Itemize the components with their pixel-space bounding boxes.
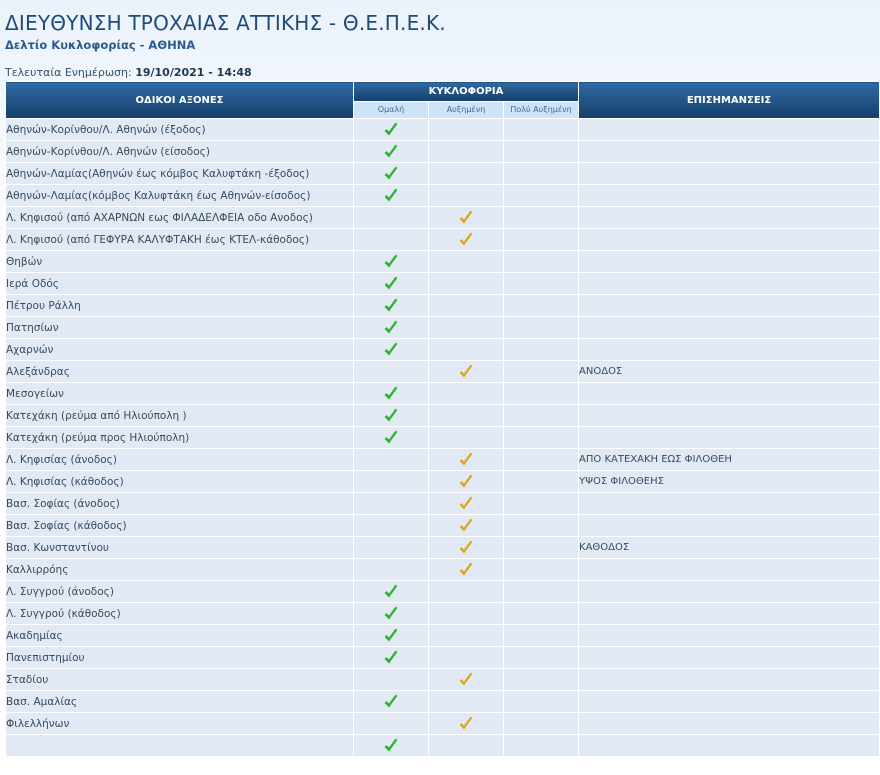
status-cell-very-increased [504, 383, 579, 405]
note-cell [579, 581, 880, 603]
note-cell [579, 713, 880, 735]
green-check-icon [354, 386, 428, 402]
status-cell-very-increased [504, 185, 579, 207]
road-name: Φιλελλήνων [6, 713, 354, 735]
green-check-icon [354, 276, 428, 292]
note-cell [579, 141, 880, 163]
green-check-icon [354, 408, 428, 424]
road-name: Αθηνών-Κορίνθου/Λ. Αθηνών (έξοδος) [6, 119, 354, 141]
yellow-check-icon [429, 562, 503, 578]
note-cell [579, 625, 880, 647]
green-check-icon [354, 254, 428, 270]
status-cell-very-increased [504, 295, 579, 317]
status-cell-very-increased [504, 713, 579, 735]
road-name: Πέτρου Ράλλη [6, 295, 354, 317]
status-cell-increased [429, 669, 504, 691]
status-cell-increased [429, 185, 504, 207]
table-row [6, 449, 880, 471]
status-cell-increased [429, 361, 504, 383]
status-cell-increased [429, 603, 504, 625]
note-cell [579, 119, 880, 141]
table-row [6, 427, 880, 449]
status-cell-increased [429, 229, 504, 251]
status-cell-increased [429, 119, 504, 141]
status-cell-normal [354, 559, 429, 581]
status-cell-normal [354, 625, 429, 647]
status-cell-very-increased [504, 207, 579, 229]
status-cell-normal [354, 229, 429, 251]
status-cell-normal [354, 339, 429, 361]
table-row [6, 625, 880, 647]
status-cell-increased [429, 295, 504, 317]
road-name: Βασ. Σοφίας (άνοδος) [6, 493, 354, 515]
note-cell [579, 339, 880, 361]
green-check-icon [354, 628, 428, 644]
table-row [6, 581, 880, 603]
status-cell-increased [429, 163, 504, 185]
last-update-value: 19/10/2021 - 14:48 [135, 66, 252, 79]
note-cell [579, 405, 880, 427]
status-cell-very-increased [504, 141, 579, 163]
green-check-icon [354, 694, 428, 710]
yellow-check-icon [429, 716, 503, 732]
road-name: Λ. Συγγρού (άνοδος) [6, 581, 354, 603]
table-row [6, 229, 880, 251]
table-row [6, 295, 880, 317]
table-row [6, 207, 880, 229]
status-cell-very-increased [504, 339, 579, 361]
note-cell [579, 229, 880, 251]
last-update [5, 66, 252, 79]
green-check-icon [354, 122, 428, 138]
last-update-label: Τελευταία Ενημέρωση: [5, 66, 132, 79]
green-check-icon [354, 188, 428, 204]
table-row [6, 185, 880, 207]
status-cell-normal [354, 141, 429, 163]
note-cell [579, 273, 880, 295]
status-cell-increased [429, 581, 504, 603]
status-cell-normal [354, 251, 429, 273]
note-cell [579, 647, 880, 669]
status-cell-normal [354, 515, 429, 537]
table-row [6, 273, 880, 295]
table-row [6, 493, 880, 515]
road-name: Ακαδημίας [6, 625, 354, 647]
road-name: Σταδίου [6, 669, 354, 691]
status-cell-increased [429, 339, 504, 361]
table-row [6, 537, 880, 559]
status-cell-very-increased [504, 581, 579, 603]
status-cell-increased [429, 537, 504, 559]
status-cell-normal [354, 493, 429, 515]
road-name: Αθηνών-Λαμίας(κόμβος Καλυφτάκη έως Αθηνών-είσοδος) [6, 185, 354, 207]
road-name: Θηβών [6, 251, 354, 273]
status-cell-normal [354, 603, 429, 625]
table-row [6, 691, 880, 713]
status-cell-increased [429, 405, 504, 427]
status-cell-very-increased [504, 163, 579, 185]
table-row [6, 735, 880, 757]
table-row [6, 559, 880, 581]
table-row [6, 405, 880, 427]
table-row [6, 669, 880, 691]
status-cell-very-increased [504, 273, 579, 295]
note-cell [579, 295, 880, 317]
page-subtitle: Δελτίο Κυκλοφορίας - ΑΘΗΝΑ [5, 38, 196, 52]
note-cell [579, 515, 880, 537]
status-cell-very-increased [504, 559, 579, 581]
status-cell-increased [429, 713, 504, 735]
green-check-icon [354, 298, 428, 314]
green-check-icon [354, 320, 428, 336]
note-cell [579, 185, 880, 207]
table-row [6, 119, 880, 141]
table-row [6, 383, 880, 405]
traffic-rows [6, 119, 880, 757]
note-cell [579, 317, 880, 339]
green-check-icon [354, 342, 428, 358]
yellow-check-icon [429, 672, 503, 688]
green-check-icon [354, 166, 428, 182]
status-cell-very-increased [504, 735, 579, 757]
status-cell-increased [429, 559, 504, 581]
status-cell-very-increased [504, 515, 579, 537]
header-very-increased: Πολύ Αυξημένη [504, 101, 579, 118]
status-cell-very-increased [504, 625, 579, 647]
road-name: Βασ. Σοφίας (κάθοδος) [6, 515, 354, 537]
status-cell-normal [354, 295, 429, 317]
status-cell-normal [354, 163, 429, 185]
note-cell [579, 383, 880, 405]
road-name: Βασ. Κωνσταντίνου [6, 537, 354, 559]
road-name: Αθηνών-Λαμίας(Αθηνών έως κόμβος Καλυφτάκη -έξοδος) [6, 163, 354, 185]
status-cell-increased [429, 471, 504, 493]
yellow-check-icon [429, 496, 503, 512]
status-cell-increased [429, 141, 504, 163]
status-cell-increased [429, 427, 504, 449]
status-cell-very-increased [504, 361, 579, 383]
note-cell: ΥΨΟΣ ΦΙΛΟΘΕΗΣ [579, 471, 880, 493]
header-increased: Αυξημένη [429, 101, 504, 118]
green-check-icon [354, 738, 428, 754]
status-cell-very-increased [504, 603, 579, 625]
status-cell-normal [354, 691, 429, 713]
note-cell [579, 207, 880, 229]
status-cell-normal [354, 207, 429, 229]
note-cell [579, 251, 880, 273]
status-cell-increased [429, 383, 504, 405]
note-cell [579, 735, 880, 757]
status-cell-normal [354, 669, 429, 691]
table-row [6, 339, 880, 361]
status-cell-normal [354, 317, 429, 339]
table-row [6, 317, 880, 339]
status-cell-increased [429, 273, 504, 295]
status-cell-increased [429, 317, 504, 339]
yellow-check-icon [429, 364, 503, 380]
table-row [6, 163, 880, 185]
table-row [6, 647, 880, 669]
status-cell-very-increased [504, 449, 579, 471]
road-name: Αθηνών-Κορίνθου/Λ. Αθηνών (είσοδος) [6, 141, 354, 163]
status-cell-normal [354, 185, 429, 207]
road-name: Κατεχάκη (ρεύμα προς Ηλιούπολη) [6, 427, 354, 449]
road-name: Λ. Κηφισίας (κάθοδος) [6, 471, 354, 493]
status-cell-very-increased [504, 405, 579, 427]
table-row [6, 471, 880, 493]
status-cell-increased [429, 691, 504, 713]
status-cell-very-increased [504, 229, 579, 251]
status-cell-normal [354, 449, 429, 471]
status-cell-normal [354, 581, 429, 603]
status-cell-increased [429, 493, 504, 515]
note-cell [579, 669, 880, 691]
note-cell [579, 427, 880, 449]
status-cell-normal [354, 427, 429, 449]
status-cell-increased [429, 207, 504, 229]
note-cell [579, 163, 880, 185]
table-row [6, 713, 880, 735]
road-name: Λ. Συγγρού (κάθοδος) [6, 603, 354, 625]
note-cell [579, 691, 880, 713]
green-check-icon [354, 606, 428, 622]
yellow-check-icon [429, 540, 503, 556]
green-check-icon [354, 144, 428, 160]
road-name: Κατεχάκη (ρεύμα από Ηλιούπολη ) [6, 405, 354, 427]
road-name: Ιερά Οδός [6, 273, 354, 295]
note-cell: ΚΑΘΟΔΟΣ [579, 537, 880, 559]
header-normal: Ομαλή [354, 101, 429, 118]
status-cell-normal [354, 383, 429, 405]
status-cell-increased [429, 515, 504, 537]
status-cell-very-increased [504, 427, 579, 449]
road-name: Λ. Κηφισού (από ΑΧΑΡΝΩΝ εως ΦΙΛΑΔΕΛΦΕΙΑ οδο Ανοδος) [6, 207, 354, 229]
status-cell-very-increased [504, 669, 579, 691]
status-cell-increased [429, 625, 504, 647]
yellow-check-icon [429, 232, 503, 248]
note-cell: ΑΝΟΔΟΣ [579, 361, 880, 383]
status-cell-very-increased [504, 647, 579, 669]
status-cell-very-increased [504, 537, 579, 559]
status-cell-very-increased [504, 471, 579, 493]
yellow-check-icon [429, 210, 503, 226]
header-notes: ΕΠΙΣΗΜΑΝΣΕΙΣ [579, 82, 880, 119]
status-cell-normal [354, 361, 429, 383]
green-check-icon [354, 650, 428, 666]
status-cell-very-increased [504, 317, 579, 339]
road-name: Πανεπιστημίου [6, 647, 354, 669]
road-name: Πατησίων [6, 317, 354, 339]
page-title: ΔΙΕΥΘΥΝΣΗ ΤΡΟΧΑΙΑΣ ΑΤΤΙΚΗΣ - Θ.Ε.Π.Ε.Κ. [5, 11, 446, 35]
status-cell-normal [354, 647, 429, 669]
note-cell [579, 559, 880, 581]
traffic-table [5, 81, 880, 757]
table-row [6, 515, 880, 537]
yellow-check-icon [429, 518, 503, 534]
note-cell: ΑΠΟ ΚΑΤΕΧΑΚΗ ΕΩΣ ΦΙΛΟΘΕΗ [579, 449, 880, 471]
status-cell-normal [354, 735, 429, 757]
road-name: Λ. Κηφισού (από ΓΕΦΥΡΑ ΚΑΛΥΦΤΑΚΗ έως ΚΤΕΛ-κάθοδος) [6, 229, 354, 251]
note-cell [579, 493, 880, 515]
header-traffic: ΚΥΚΛΟΦΟΡΙΑ [354, 82, 579, 102]
road-name: Αχαρνών [6, 339, 354, 361]
status-cell-increased [429, 735, 504, 757]
status-cell-normal [354, 713, 429, 735]
status-cell-very-increased [504, 691, 579, 713]
status-cell-increased [429, 647, 504, 669]
table-row [6, 141, 880, 163]
table-row [6, 603, 880, 625]
green-check-icon [354, 584, 428, 600]
header-roads: ΟΔΙΚΟΙ ΑΞΟΝΕΣ [6, 82, 354, 119]
road-name: Μεσογείων [6, 383, 354, 405]
status-cell-very-increased [504, 493, 579, 515]
status-cell-increased [429, 449, 504, 471]
status-cell-very-increased [504, 119, 579, 141]
status-cell-normal [354, 119, 429, 141]
yellow-check-icon [429, 452, 503, 468]
green-check-icon [354, 430, 428, 446]
status-cell-normal [354, 405, 429, 427]
road-name [6, 735, 354, 757]
road-name: Λ. Κηφισίας (άνοδος) [6, 449, 354, 471]
status-cell-normal [354, 537, 429, 559]
status-cell-increased [429, 251, 504, 273]
yellow-check-icon [429, 474, 503, 490]
status-cell-very-increased [504, 251, 579, 273]
road-name: Καλλιρρόης [6, 559, 354, 581]
table-row [6, 251, 880, 273]
note-cell [579, 603, 880, 625]
table-row [6, 361, 880, 383]
status-cell-normal [354, 273, 429, 295]
road-name: Βασ. Αμαλίας [6, 691, 354, 713]
status-cell-normal [354, 471, 429, 493]
road-name: Αλεξάνδρας [6, 361, 354, 383]
